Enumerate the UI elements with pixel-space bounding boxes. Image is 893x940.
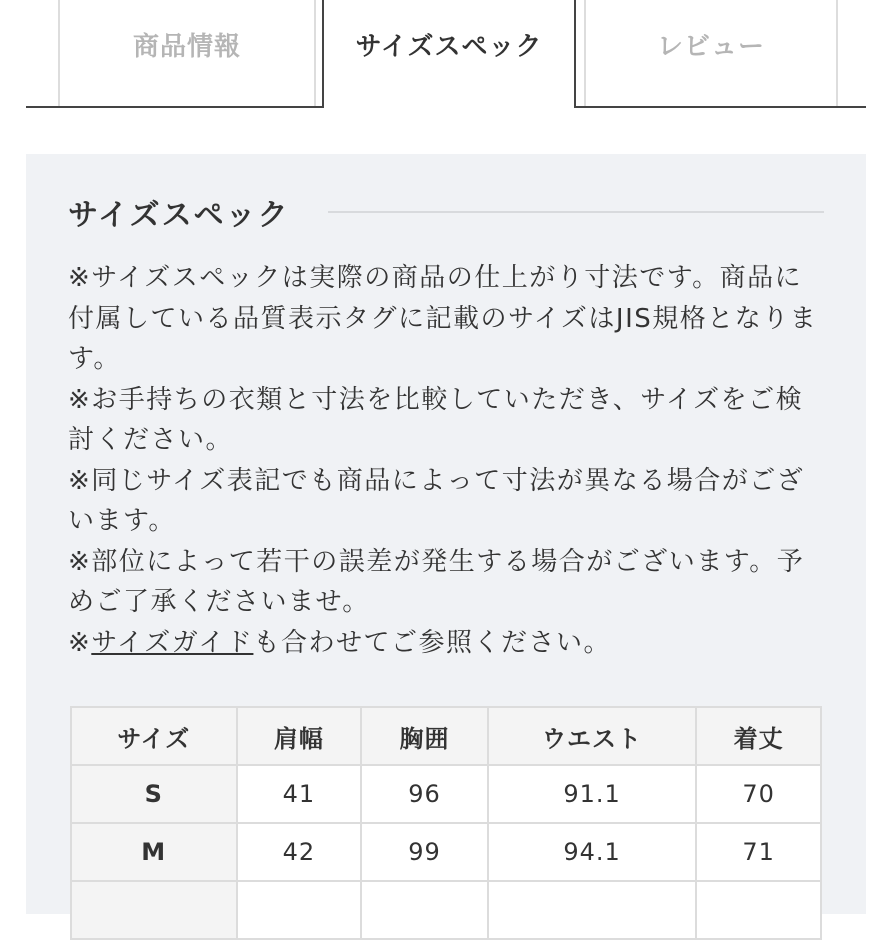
tab-bar bbox=[0, 0, 893, 110]
cell-length bbox=[696, 881, 821, 939]
note-5 bbox=[68, 623, 828, 664]
size-notes bbox=[68, 258, 828, 663]
section-divider bbox=[328, 211, 824, 213]
cell-waist bbox=[488, 881, 696, 939]
note-4: ※部位によって若干の誤差が発生する場合がございます。予めご了承くださいませ。 bbox=[68, 546, 805, 617]
cell-chest: 96 bbox=[361, 765, 488, 823]
section-title: サイズスペック bbox=[68, 198, 290, 233]
cell-length: 71 bbox=[696, 823, 821, 881]
cell-waist: 91.1 bbox=[488, 765, 696, 823]
header-chest: 胸囲 bbox=[361, 707, 488, 765]
header-shoulder: 肩幅 bbox=[237, 707, 362, 765]
header-size: サイズ bbox=[71, 707, 237, 765]
table-row bbox=[71, 765, 821, 823]
table-header-row bbox=[71, 707, 821, 765]
cell-length: 70 bbox=[696, 765, 821, 823]
cell-waist: 94.1 bbox=[488, 823, 696, 881]
note-2: ※お手持ちの衣類と寸法を比較していただき、サイズをご検討ください。 bbox=[68, 384, 804, 455]
table-row bbox=[71, 823, 821, 881]
cell-chest: 99 bbox=[361, 823, 488, 881]
tab-review[interactable]: レビュー bbox=[584, 0, 838, 108]
header-length: 着丈 bbox=[696, 707, 821, 765]
note-3: ※同じサイズ表記でも商品によって寸法が異なる場合がございます。 bbox=[68, 465, 805, 536]
cell-shoulder: 42 bbox=[237, 823, 362, 881]
note-1: ※サイズスペックは実際の商品の仕上がり寸法です。商品に付属している品質表示タグに記載のサイズはJIS規格となります。 bbox=[68, 263, 818, 374]
cell-chest bbox=[361, 881, 488, 939]
tab-divider bbox=[26, 106, 322, 108]
section-header bbox=[68, 192, 824, 232]
cell-size: M bbox=[71, 823, 237, 881]
cell-size: S bbox=[71, 765, 237, 823]
cell-size bbox=[71, 881, 237, 939]
cell-shoulder: 41 bbox=[237, 765, 362, 823]
size-spec-panel bbox=[26, 154, 866, 914]
size-table bbox=[70, 706, 822, 940]
header-waist: ウエスト bbox=[488, 707, 696, 765]
size-guide-link[interactable]: サイズガイド bbox=[91, 627, 254, 658]
note-prefix: ※ bbox=[68, 627, 92, 658]
tab-size-spec[interactable]: サイズスペック bbox=[322, 0, 576, 108]
table-row bbox=[71, 881, 821, 939]
tab-divider bbox=[576, 106, 866, 108]
note-suffix: も合わせてご参照ください。 bbox=[253, 627, 611, 658]
cell-shoulder bbox=[237, 881, 362, 939]
tab-product-info[interactable]: 商品情報 bbox=[58, 0, 316, 108]
